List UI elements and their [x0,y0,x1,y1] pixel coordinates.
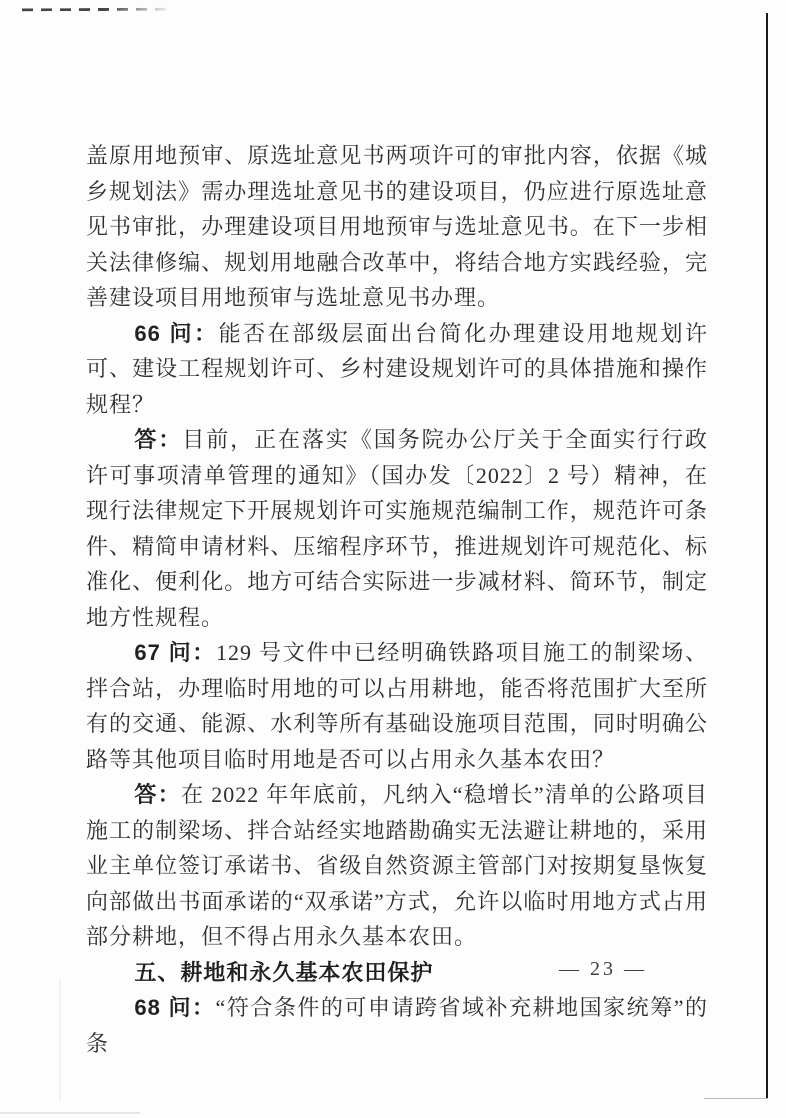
paragraph-answer-67 [86,777,708,955]
question-67-number: 67 问： [134,640,216,665]
paragraph-question-68 [86,990,708,1061]
scan-artifact-right-edge-line [766,13,768,1099]
question-66-text: 能否在部级层面出台简化办理建设用地规划许可、建设工程规划许可、乡村建设规划许可的具体措施和操作规程？ [86,320,708,417]
answer-67-text: 在 2022 年年底前，凡纳入“稳增长”清单的公路项目施工的制梁场、拌合站经实地踏勘确实无法避让耕地的，采用业主单位签订承诺书、省级自然资源主管部门对按期复垦恢复向部做出书面承诺的“双承诺”方式，允许以临时用地方式占用部分耕地，但不得占用永久基本农田。 [86,782,708,949]
scan-artifact-bottom-right-edge [704,1098,768,1099]
paragraph-question-67 [86,635,708,777]
question-68-text: “符合条件的可申请跨省域补充耕地国家统筹”的条 [86,995,709,1056]
scan-artifact-bottom-left-edge [0,1112,140,1114]
paragraph-question-66 [86,316,708,423]
question-67-text: 129 号文件中已经明确铁路项目施工的制梁场、拌合站，办理临时用地的可以占用耕地，能否将范围扩大至所有的交通、能源、水利等所有基础设施项目范围，同时明确公路等其他项目临时用地是否可以占用永久基本农田？ [86,640,708,772]
question-66-number: 66 问： [134,320,219,346]
section-heading-5: 五、耕地和永久基本农田保护 [134,959,434,985]
answer-66-text: 目前，正在落实《国务院办公厅关于全面实行行政许可事项清单管理的通知》（国办发〔2022〕2 号）精神，在现行法律规定下开展规划许可实施规范编制工作，规范许可条件、精简申请材料、压缩程序环节，推进规划许可规范化、标准化、便利化。地方可结合实际进一步减材料、简环节，制定地方性规程。 [86,427,708,630]
paragraph-continuation: 盖原用地预审、原选址意见书两项许可的审批内容，依据《城乡规划法》需办理选址意见书的建设项目，仍应进行原选址意见书审批，办理建设项目用地预审与选址意见书。在下一步相关法律修编、规划用地融合改革中，将结合地方实践经验，完善建设项目用地预审与选址意见书办理。 [86,143,708,310]
page-number: — 23 — [559,958,647,980]
answer-67-label: 答： [134,782,182,807]
question-68-number: 68 问： [134,995,216,1020]
scan-artifact-top-dash [22,8,174,12]
scan-artifact-left-fold [59,980,61,1100]
document-body [86,138,708,1061]
paragraph-answer-66 [86,422,708,635]
answer-66-label: 答： [134,427,183,452]
